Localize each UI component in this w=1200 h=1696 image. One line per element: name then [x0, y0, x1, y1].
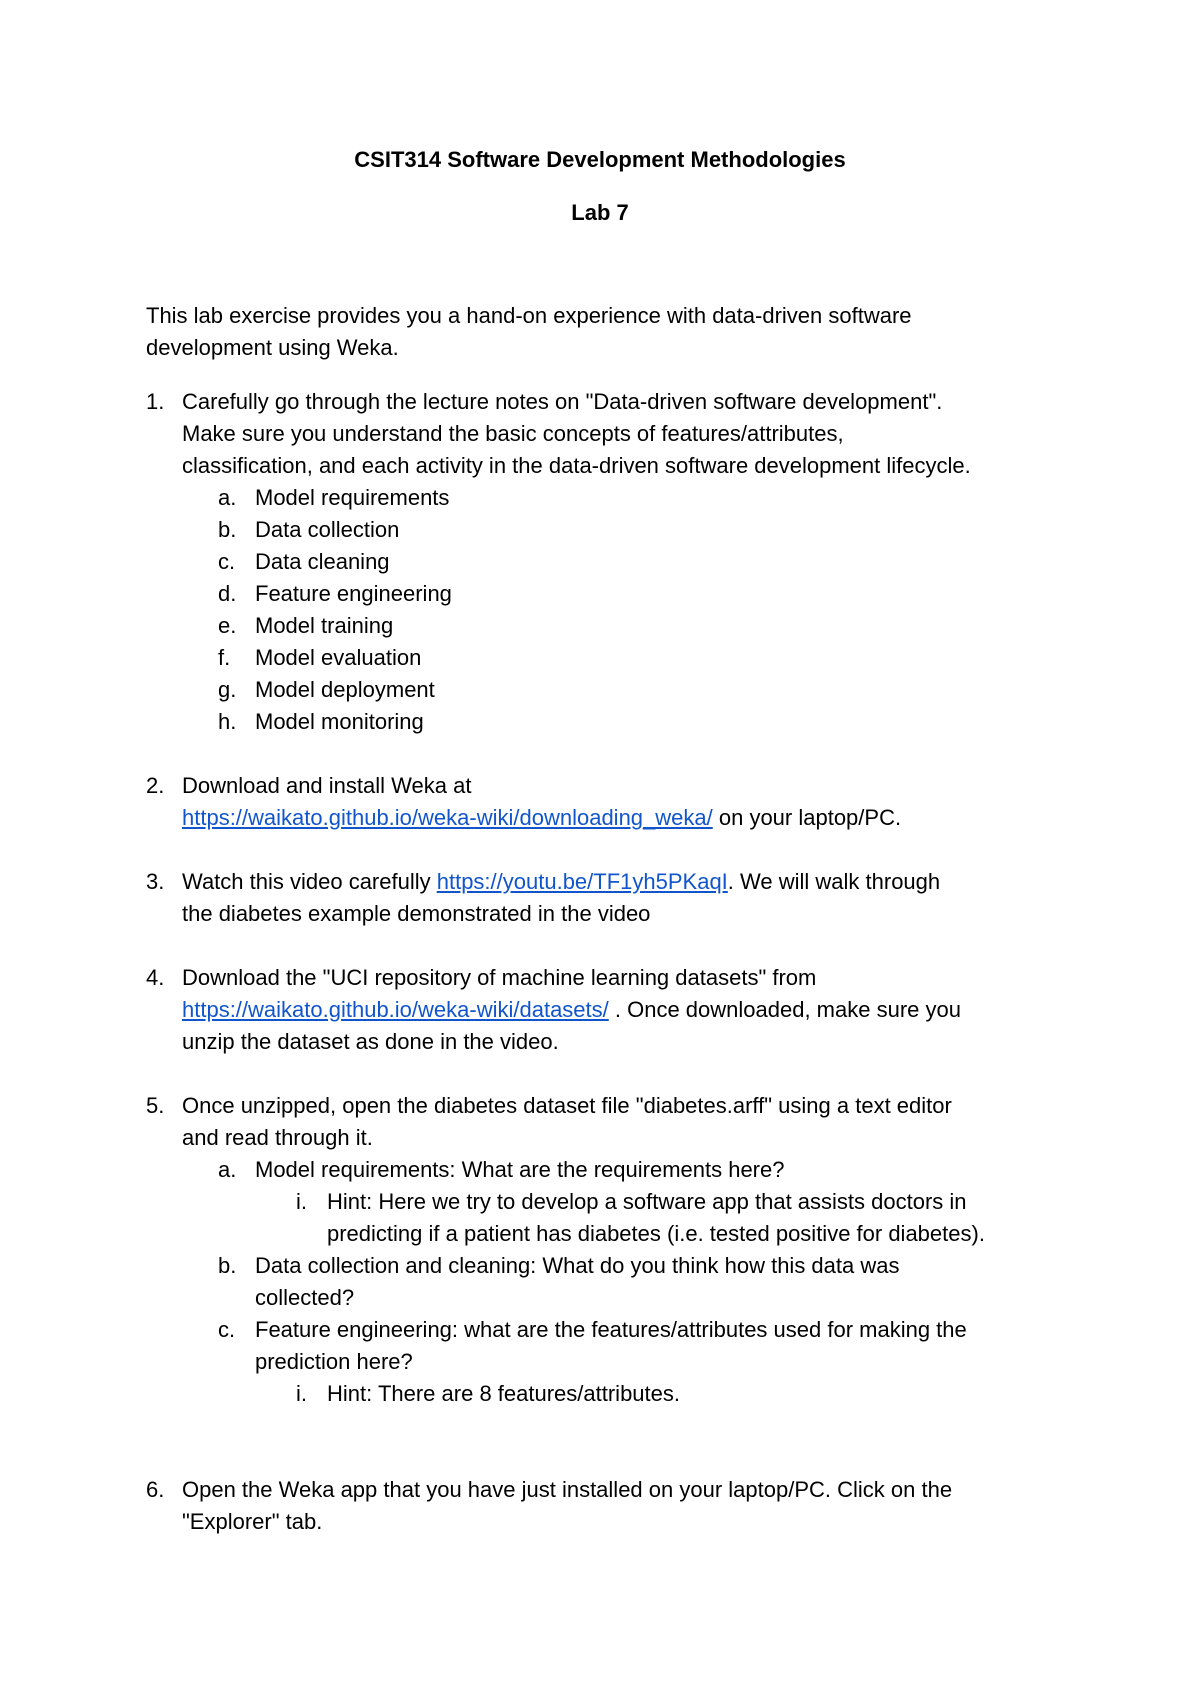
step-1-item-marker: b. [218, 517, 237, 542]
step-5-line-2: and read through it. [182, 1125, 373, 1150]
step-5-a-i-marker: i. [296, 1189, 307, 1214]
step-3-line-2: the diabetes example demonstrated in the video [182, 901, 651, 926]
step-1-line-3: classification, and each activity in the data-driven software development lifecycle. [182, 453, 971, 478]
step-5-a-marker: a. [218, 1157, 237, 1182]
step-1-line-1: Carefully go through the lecture notes on "Data-driven software development". [182, 389, 943, 414]
step-4-number: 4. [146, 965, 165, 990]
step-4-line-3: unzip the dataset as done in the video. [182, 1029, 559, 1054]
step-5-a-i-line-2: predicting if a patient has diabetes (i.e. tested positive for diabetes). [327, 1221, 985, 1246]
step-3-number: 3. [146, 869, 165, 894]
intro-line-1: This lab exercise provides you a hand-on experience with data-driven software [146, 303, 912, 328]
step-5-line-1: Once unzipped, open the diabetes dataset file "diabetes.arff" using a text editor [182, 1093, 952, 1118]
step-5-number: 5. [146, 1093, 165, 1118]
step-4-line-2 [182, 994, 961, 1026]
step-2-link-suffix: on your laptop/PC. [712, 805, 902, 830]
step-3-link-suffix: . We will walk through [727, 869, 941, 894]
step-6-line-2: "Explorer" tab. [182, 1509, 323, 1534]
step-4-link-suffix: . Once downloaded, make sure you [608, 997, 961, 1022]
step-6-number: 6. [146, 1477, 165, 1502]
step-1-item-text: Model evaluation [255, 645, 422, 670]
intro-line-2: development using Weka. [146, 335, 399, 360]
step-1-item-marker: e. [218, 613, 237, 638]
step-4-line-1: Download the "UCI repository of machine learning datasets" from [182, 965, 817, 990]
step-1-item-marker: c. [218, 549, 236, 574]
step-1-item-marker: d. [218, 581, 237, 606]
document-subtitle: Lab 7 [571, 200, 629, 225]
step-6-line-1: Open the Weka app that you have just installed on your laptop/PC. Click on the [182, 1477, 953, 1502]
step-1-item-text: Data cleaning [255, 549, 390, 574]
weka-download-link[interactable]: https://waikato.github.io/weka-wiki/downloading_weka/ [182, 805, 713, 830]
step-5-a-text: Model requirements: What are the requirements here? [255, 1157, 785, 1182]
datasets-link[interactable]: https://waikato.github.io/weka-wiki/datasets/ [182, 997, 609, 1022]
step-1-item-marker: f. [218, 645, 231, 670]
step-2-line-1: Download and install Weka at [182, 773, 472, 798]
step-1-item-marker: a. [218, 485, 237, 510]
step-3-line-1 [182, 866, 940, 898]
step-1-item-text: Data collection [255, 517, 400, 542]
step-5-c-marker: c. [218, 1317, 236, 1342]
step-1-number: 1. [146, 389, 165, 414]
step-5-c-line-2: prediction here? [255, 1349, 413, 1374]
step-1-item-text: Feature engineering [255, 581, 452, 606]
video-link[interactable]: https://youtu.be/TF1yh5PKaqI [436, 869, 728, 894]
document-title: CSIT314 Software Development Methodologies [354, 147, 846, 172]
step-3-link-prefix: Watch this video carefully [182, 869, 437, 894]
step-5-a-i-line-1: Hint: Here we try to develop a software app that assists doctors in [327, 1189, 967, 1214]
step-1-item-marker: g. [218, 677, 237, 702]
step-1-item-text: Model training [255, 613, 394, 638]
step-5-c-i-text: Hint: There are 8 features/attributes. [327, 1381, 680, 1406]
step-2-line-2 [182, 802, 901, 834]
step-5-c-i-marker: i. [296, 1381, 307, 1406]
step-1-item-text: Model requirements [255, 485, 450, 510]
step-2-number: 2. [146, 773, 165, 798]
step-1-item-text: Model deployment [255, 677, 435, 702]
step-1-item-text: Model monitoring [255, 709, 424, 734]
step-1-item-marker: h. [218, 709, 237, 734]
step-5-b-line-1: Data collection and cleaning: What do you think how this data was [255, 1253, 900, 1278]
step-5-b-line-2: collected? [255, 1285, 355, 1310]
step-5-c-line-1: Feature engineering: what are the features/attributes used for making the [255, 1317, 967, 1342]
step-1-line-2: Make sure you understand the basic concepts of features/attributes, [182, 421, 844, 446]
step-5-b-marker: b. [218, 1253, 237, 1278]
